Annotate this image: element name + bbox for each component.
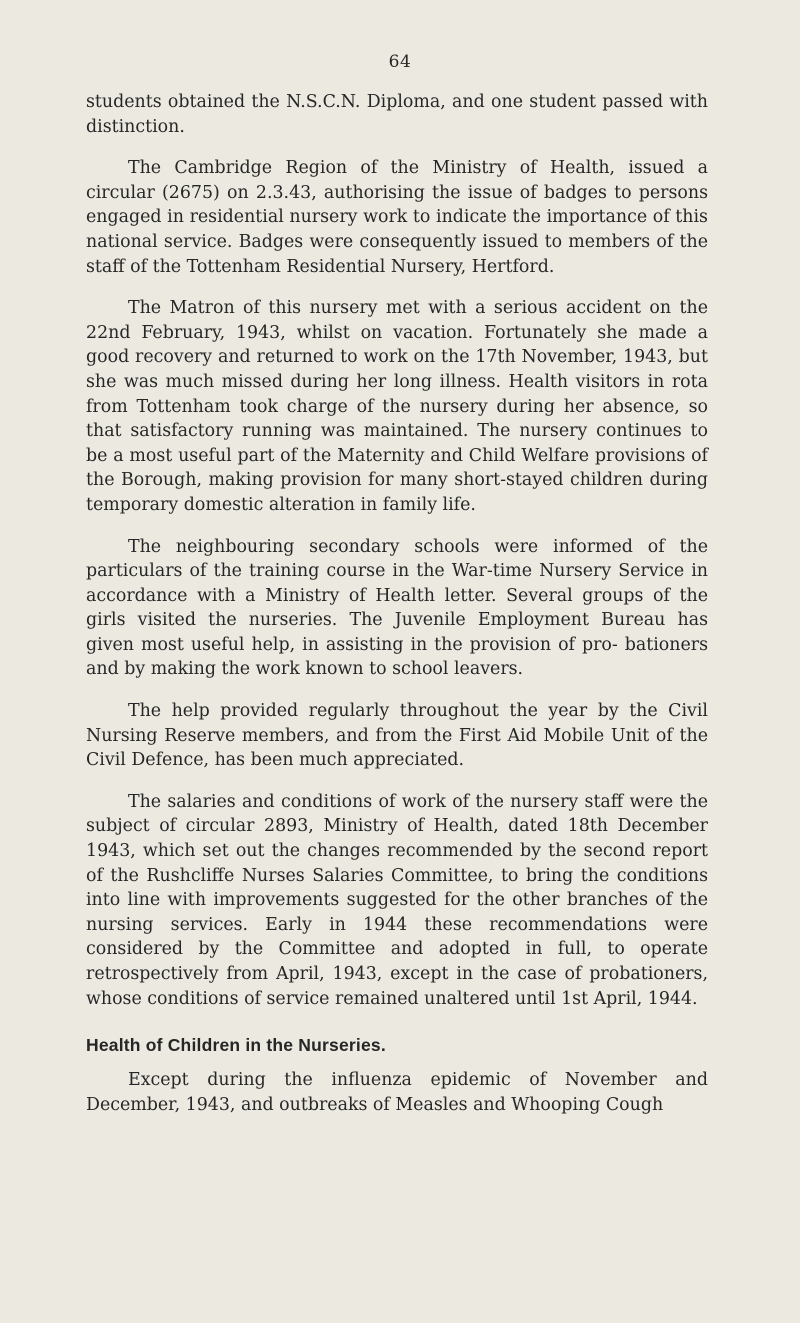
paragraph-secondary-schools: The neighbouring secondary schools were informed of the particulars of the training course in the War-time Nursery Service in accordance with a Ministry of Health letter. Several groups of the girls visited the nurseries. The Juvenile Employment Bureau has given most useful help, in assisting in the provision of pro- bationers and by making the work known to school leavers. [86,536,708,680]
paragraph-badges-circular: The Cambridge Region of the Ministry of Health, issued a circular (2675) on 2.3.43, authorising the issue of badges to persons engaged in residential nursery work to indicate the importance of this national service. Badges were consequently issued to members of the staff of the Tottenham Residential Nursery, Hertford. [86,158,708,277]
paragraph-civil-nursing-reserve: The help provided regularly throughout the year by the Civil Nursing Reserve members, and from the First Aid Mobile Unit of the Civil Defence, has been much appreciated. [86,701,708,771]
paragraph-health-of-children: Except during the influenza epidemic of November and December, 1943, and outbreaks of Measles and Whooping Cough [86,1070,708,1115]
section-heading: Health of Children in the Nurseries. [86,1035,386,1056]
page-number: 64 [388,52,412,72]
paragraph-continuation: students obtained the N.S.C.N. Diploma, and one student passed with distinction. [86,92,708,137]
paragraph-salaries-conditions: The salaries and conditions of work of the nursery staff were the subject of circular 2893, Ministry of Health, dated 18th December 1943, which set out the changes recommended by the second report of the Rushcliffe Nurses Salaries Committee, to bring the conditions into line with improvements suggested for the other branches of the nursing services. Early in 1944 these recommendations were considered by the Committee and adopted in full, to operate retrospectively from April, 1943, except in the case of probationers, whose conditions of service remained unaltered until 1st April, 1944. [86,791,708,1009]
body-text [86,90,708,1134]
paragraph-matron-accident: The Matron of this nursery met with a serious accident on the 22nd February, 1943, whilst on vacation. Fortunately she made a good recovery and returned to work on the 17th November, 1943, but she was much missed during her long illness. Health visitors in rota from Tottenham took charge of the nursery during her absence, so that satisfactory running was maintained. The nursery continues to be a most useful part of the Maternity and Child Welfare provisions of the Borough, making provision for many short-stayed children during temporary domestic alteration in family life. [86,298,708,515]
